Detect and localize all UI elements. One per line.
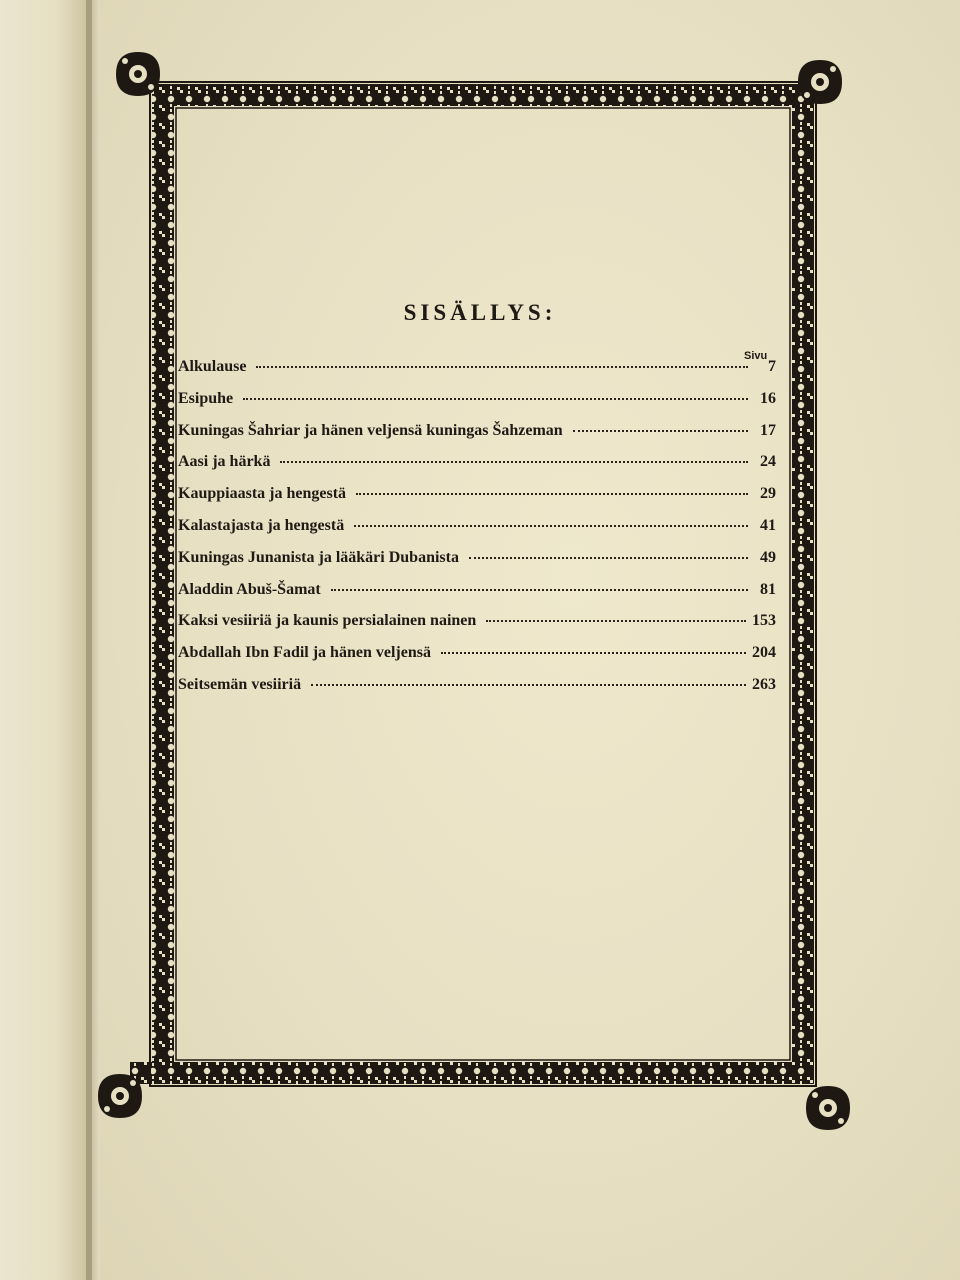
border-right — [792, 84, 814, 1084]
toc-entry-title: Kaksi vesiiriä ja kaunis persialainen nainen — [178, 612, 477, 630]
toc-entry — [178, 358, 776, 390]
toc-entry-title: Seitsemän vesiiriä — [178, 675, 302, 693]
border-bottom — [130, 1062, 804, 1084]
corner-ornament-top-left — [116, 52, 160, 96]
toc-entry-page: 41 — [760, 516, 776, 534]
toc-entry-title: Esipuhe — [178, 389, 234, 407]
border-top — [152, 84, 814, 106]
page-column-label: Sivu — [744, 350, 768, 362]
dot-leader — [356, 492, 748, 495]
dot-leader — [280, 460, 748, 463]
dot-leader — [243, 397, 748, 400]
toc-entry-page: 7 — [768, 358, 776, 375]
dot-leader — [331, 588, 748, 591]
toc-entry — [178, 612, 776, 644]
toc-entry-page: 204 — [752, 644, 776, 662]
toc-entry-page: 16 — [760, 389, 776, 407]
toc-entry-page: 81 — [760, 580, 776, 598]
contents-heading: SISÄLLYS: — [403, 300, 557, 325]
toc-entry — [178, 453, 776, 485]
dot-leader — [354, 524, 748, 527]
dot-leader — [311, 683, 746, 686]
dot-leader — [256, 365, 748, 368]
corner-ornament-top-right — [798, 60, 842, 104]
toc-entry-title: Alkulause — [178, 358, 247, 375]
toc-entry-page: 29 — [760, 485, 776, 503]
toc-entry-title: Abdallah Ibn Fadil ja hänen veljensä — [178, 644, 431, 662]
dot-leader — [441, 651, 746, 654]
toc-entry-title: Aladdin Abuš-Šamat — [178, 580, 321, 598]
border-left — [152, 84, 174, 1084]
toc-entry-page: 24 — [760, 453, 776, 471]
toc-entry-title: Aasi ja härkä — [178, 453, 271, 471]
corner-ornament-bottom-left — [98, 1074, 142, 1118]
toc-entry-title: Kuningas Šahriar ja hänen veljensä kuningas Šahzeman — [178, 421, 563, 439]
toc-entry — [178, 422, 776, 454]
toc-entry-title: Kuningas Junanista ja lääkäri Dubanista — [178, 548, 459, 566]
toc-entry — [178, 549, 776, 581]
table-of-contents — [178, 358, 776, 708]
toc-entry — [178, 581, 776, 613]
toc-entry-title: Kauppiaasta ja hengestä — [178, 485, 347, 503]
toc-entry — [178, 676, 776, 708]
toc-entry — [178, 644, 776, 676]
toc-entry-page: 49 — [760, 548, 776, 566]
toc-entry — [178, 390, 776, 422]
dot-leader — [486, 619, 746, 622]
dot-leader — [469, 556, 748, 559]
toc-entry — [178, 517, 776, 549]
corner-ornament-bottom-right — [806, 1086, 850, 1130]
dot-leader — [573, 429, 748, 432]
toc-entry-title: Kalastajasta ja hengestä — [178, 516, 345, 534]
toc-entry — [178, 485, 776, 517]
toc-entry-page: 17 — [760, 421, 776, 439]
toc-entry-page: 263 — [752, 675, 776, 693]
toc-entry-page: 153 — [752, 612, 776, 630]
